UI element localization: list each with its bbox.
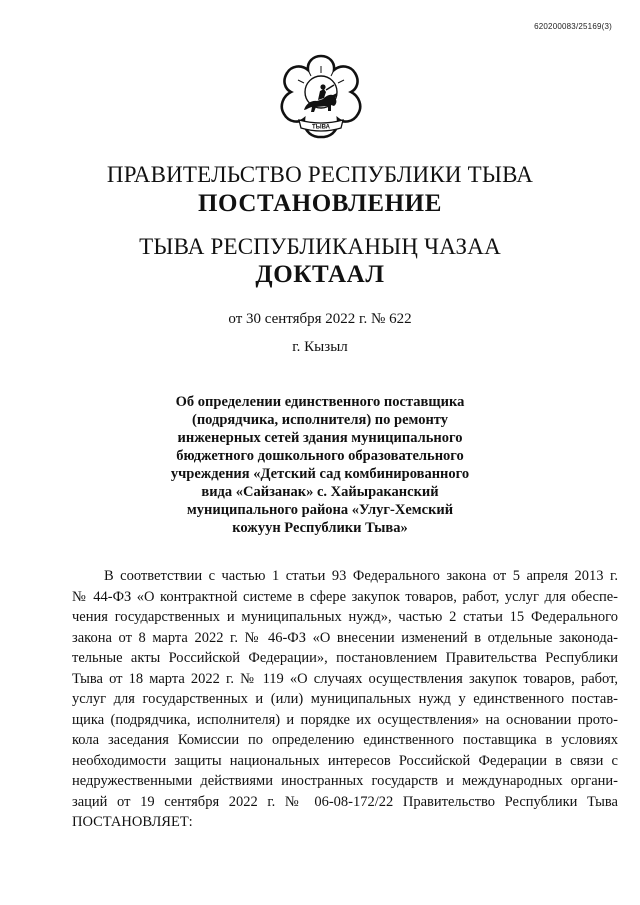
document-number: 620200083/25169(3): [534, 22, 612, 31]
decree-type-tv: ДОКТААЛ: [255, 261, 385, 288]
subject-line: учреждения «Детский сад комбинированного: [170, 466, 470, 482]
government-title-tv: ТЫВА РЕСПУБЛИКАНЫҢ ЧАЗАА: [139, 234, 501, 259]
decree-city: г. Кызыл: [292, 339, 348, 355]
body-line: ПОСТАНОВЛЯЕТ:: [72, 814, 193, 830]
body-line: кола заседания Комиссии по определению единственного поставщика в условиях: [72, 732, 618, 748]
body-line: закона от 8 марта 2022 г. № 46-ФЗ «О внесении изменений в отдельные законода-: [72, 629, 618, 646]
government-title-ru: ПРАВИТЕЛЬСТВО РЕСПУБЛИКИ ТЫВА: [106, 162, 534, 187]
body-line: услуг для государственных и (или) муниципальных нужд у единственного постав-: [72, 691, 618, 707]
decree-date: от 30 сентября 2022 г. № 622: [228, 311, 412, 327]
subject-line: инженерных сетей здания муниципального: [177, 430, 463, 446]
subject-line: вида «Сайзанак» с. Хайыраканский: [201, 484, 439, 500]
subject-line: (подрядчика, исполнителя) по ремонту: [191, 412, 448, 428]
subject-line: кожуун Республики Тыва»: [232, 520, 408, 536]
body-line: щика (подрядчика, исполнителя) и порядке их осуществления» на основании прото-: [72, 711, 618, 728]
decree-body: [72, 566, 618, 833]
body-line: чения государственных и муниципальных нужд», частью 2 статьи 15 Федерального: [72, 609, 618, 625]
decree-type-ru: ПОСТАНОВЛЕНИЕ: [197, 190, 443, 217]
body-line: недружественными действиями иностранных государств и международных органи-: [72, 773, 618, 789]
subject-line: Об определении единственного поставщика: [175, 394, 465, 410]
decree-subject: [150, 393, 490, 537]
subject-line: бюджетного дошкольного образовательного: [176, 448, 464, 464]
svg-text:ТЫВА: ТЫВА: [312, 124, 330, 131]
subject-line: муниципального района «Улуг-Хемский: [186, 502, 454, 518]
body-line: В соответствии с частью 1 статьи 93 Федерального закона от 5 апреля 2013 г.: [104, 568, 618, 584]
body-line: № 44-ФЗ «О контрактной системе в сфере закупок товаров, работ, услуг для обеспе-: [72, 588, 618, 605]
body-line: заций от 19 сентября 2022 г. № 06-08-172/22 Правительство Республики Тыва: [72, 793, 618, 810]
body-line: тельные акты Российской Федерации», постановлением Правительства Республики: [72, 650, 618, 666]
body-line: необходимости защиты национальных интересов Российской Федерации в связи с: [72, 752, 618, 769]
body-line: Тыва от 18 марта 2022 г. № 119 «О случаях осуществления закупок товаров, работ,: [72, 670, 618, 687]
tuva-coat-of-arms-icon: [271, 52, 371, 152]
